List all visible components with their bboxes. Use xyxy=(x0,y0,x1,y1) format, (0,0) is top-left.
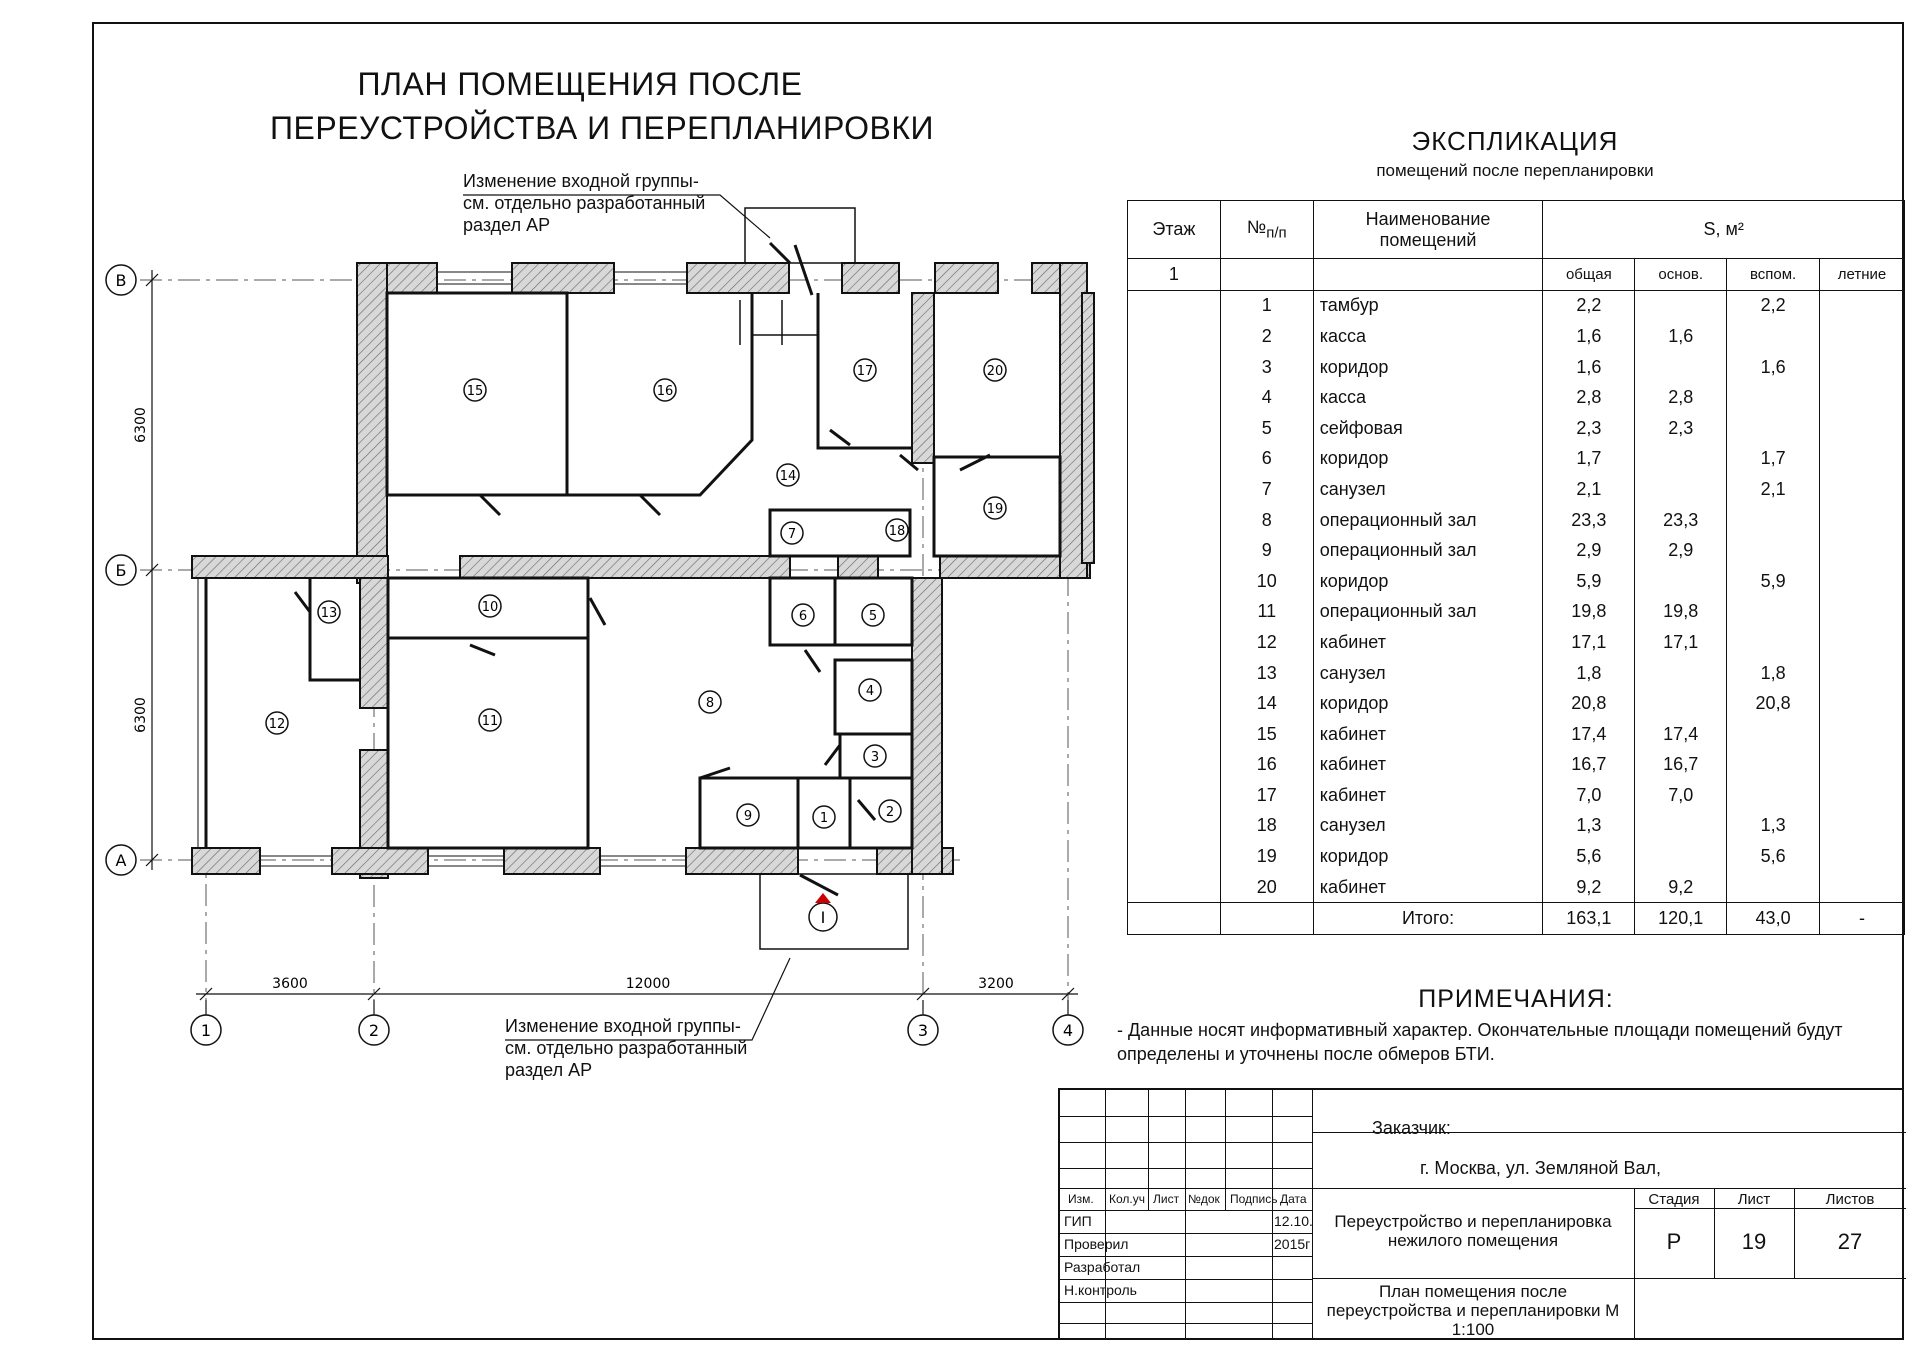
role-norm: Н.контроль xyxy=(1064,1282,1137,1298)
room-label-10 xyxy=(479,595,501,617)
room-label-16 xyxy=(654,379,676,401)
room-label-12 xyxy=(266,712,288,734)
cell-num: 18 xyxy=(1220,811,1313,842)
cell-aux xyxy=(1727,719,1820,750)
cell-num: 5 xyxy=(1220,413,1313,444)
cell-summer xyxy=(1820,780,1905,811)
cell-floor xyxy=(1128,780,1221,811)
col-doc: №док xyxy=(1188,1192,1220,1206)
cell-total: 1,3 xyxy=(1543,811,1635,842)
svg-text:19: 19 xyxy=(986,502,1004,517)
room-label-3 xyxy=(864,745,886,767)
cell-num: 16 xyxy=(1220,750,1313,781)
axis-bubble-b xyxy=(106,555,136,585)
explication-row xyxy=(1128,841,1905,872)
explication-row xyxy=(1128,597,1905,628)
explication-row xyxy=(1128,872,1905,903)
svg-text:6300: 6300 xyxy=(133,407,149,443)
cell-aux: 1,8 xyxy=(1727,658,1820,689)
explication-row xyxy=(1128,413,1905,444)
axis-lines xyxy=(140,270,1085,1000)
explication-row xyxy=(1128,474,1905,505)
svg-text:1: 1 xyxy=(819,811,829,826)
room-label-19 xyxy=(984,497,1006,519)
role-gip: ГИП xyxy=(1064,1213,1092,1229)
cell-summer xyxy=(1820,566,1905,597)
cell-main xyxy=(1635,841,1727,872)
cell-name: кабинет xyxy=(1313,627,1543,658)
notes-text: - Данные носят информативный характер. Окончательные площади помещений будут определены и уточнены после обмеров БТИ. xyxy=(1117,1020,1843,1064)
cell-aux: 1,3 xyxy=(1727,811,1820,842)
date-line2: 2015г xyxy=(1274,1236,1311,1252)
room-label-11 xyxy=(479,709,501,731)
cell-total: 2,3 xyxy=(1543,413,1635,444)
cell-main xyxy=(1635,811,1727,842)
section-mark xyxy=(809,893,837,931)
cell-num: 4 xyxy=(1220,382,1313,413)
cell-summer xyxy=(1820,841,1905,872)
cell-aux: 20,8 xyxy=(1727,688,1820,719)
cell-aux: 2,1 xyxy=(1727,474,1820,505)
role-checked: Проверил xyxy=(1064,1236,1129,1252)
cell-floor xyxy=(1128,597,1221,628)
cell-total: 23,3 xyxy=(1543,505,1635,536)
cell-name: коридор xyxy=(1313,841,1543,872)
svg-text:9: 9 xyxy=(743,809,753,824)
sheet-value: 19 xyxy=(1741,1229,1767,1254)
cell-summer xyxy=(1820,658,1905,689)
cell-name: касса xyxy=(1313,321,1543,352)
header-floor: Этаж xyxy=(1128,201,1221,259)
room-label-14 xyxy=(777,464,799,486)
room-label-5 xyxy=(862,604,884,626)
svg-text:2: 2 xyxy=(885,805,895,820)
cell-aux xyxy=(1727,597,1820,628)
callout-top-line2: см. отдельно разработанный xyxy=(463,193,706,213)
col-izm: Изм. xyxy=(1068,1192,1094,1206)
cell-name: коридор xyxy=(1313,352,1543,383)
cell-aux: 2,2 xyxy=(1727,290,1820,321)
cell-aux xyxy=(1727,627,1820,658)
cell-num: 7 xyxy=(1220,474,1313,505)
cell-name: санузел xyxy=(1313,811,1543,842)
callout-top-line3: раздел АР xyxy=(463,215,551,235)
cell-summer xyxy=(1820,535,1905,566)
cell-name: санузел xyxy=(1313,474,1543,505)
sheet-label: Лист xyxy=(1737,1191,1771,1208)
room-label-9 xyxy=(737,804,759,826)
svg-text:20: 20 xyxy=(986,364,1004,379)
cell-name: операционный зал xyxy=(1313,597,1543,628)
cell-name: кабинет xyxy=(1313,719,1543,750)
header-area: S, м² xyxy=(1543,201,1905,259)
cell-aux: 5,6 xyxy=(1727,841,1820,872)
cell-floor xyxy=(1128,841,1221,872)
cell-floor xyxy=(1128,811,1221,842)
cell-summer xyxy=(1820,688,1905,719)
plan-title-line1: ПЛАН ПОМЕЩЕНИЯ ПОСЛЕ xyxy=(357,66,803,102)
svg-text:13: 13 xyxy=(320,606,338,621)
room-label-7 xyxy=(781,522,803,544)
header-num xyxy=(1220,201,1313,259)
cell-main: 2,3 xyxy=(1635,413,1727,444)
cell-name: операционный зал xyxy=(1313,505,1543,536)
cell-main xyxy=(1635,658,1727,689)
cell-name: коридор xyxy=(1313,566,1543,597)
room-label-8 xyxy=(699,691,721,713)
cell-aux xyxy=(1727,872,1820,903)
svg-text:3200: 3200 xyxy=(978,976,1014,992)
blank-cell xyxy=(1128,903,1221,935)
cell-main xyxy=(1635,566,1727,597)
cell-num: 2 xyxy=(1220,321,1313,352)
cell-total: 2,2 xyxy=(1543,290,1635,321)
callout-leaders xyxy=(463,195,790,1040)
room-label-1 xyxy=(813,806,835,828)
cell-summer xyxy=(1820,352,1905,383)
room-label-15 xyxy=(464,379,486,401)
cell-floor xyxy=(1128,535,1221,566)
explication-row xyxy=(1128,566,1905,597)
cell-aux xyxy=(1727,780,1820,811)
callout-bottom xyxy=(505,1015,747,1081)
sheets-value: 27 xyxy=(1837,1229,1863,1254)
cell-num: 17 xyxy=(1220,780,1313,811)
cell-total: 19,8 xyxy=(1543,597,1635,628)
cell-aux xyxy=(1727,321,1820,352)
totals-summer: - xyxy=(1820,903,1905,935)
cell-summer xyxy=(1820,290,1905,321)
walls xyxy=(192,263,1094,878)
cell-main xyxy=(1635,688,1727,719)
callout-bottom-line3: раздел АР xyxy=(505,1060,593,1080)
cell-aux xyxy=(1727,382,1820,413)
svg-text:3: 3 xyxy=(870,750,880,765)
cell-summer xyxy=(1820,474,1905,505)
blank-cell xyxy=(1313,259,1543,291)
explication-row xyxy=(1128,382,1905,413)
totals-main: 120,1 xyxy=(1635,903,1727,935)
cell-floor xyxy=(1128,566,1221,597)
col-kol: Кол.уч xyxy=(1109,1192,1145,1206)
cell-num: 8 xyxy=(1220,505,1313,536)
cell-total: 17,1 xyxy=(1543,627,1635,658)
axis-bubble-2 xyxy=(359,1015,389,1045)
cell-total: 1,7 xyxy=(1543,444,1635,475)
cell-total: 2,9 xyxy=(1543,535,1635,566)
svg-text:4: 4 xyxy=(865,684,875,699)
cell-total: 1,8 xyxy=(1543,658,1635,689)
svg-text:3600: 3600 xyxy=(272,976,308,992)
notes-title: ПРИМЕЧАНИЯ: xyxy=(1418,985,1614,1013)
cell-main xyxy=(1635,444,1727,475)
cell-summer xyxy=(1820,719,1905,750)
cell-num: 1 xyxy=(1220,290,1313,321)
cell-name: санузел xyxy=(1313,658,1543,689)
cell-floor xyxy=(1128,750,1221,781)
explication-row xyxy=(1128,688,1905,719)
cell-aux: 1,7 xyxy=(1727,444,1820,475)
axis-bubble-a xyxy=(106,845,136,875)
cell-main: 19,8 xyxy=(1635,597,1727,628)
cell-name: коридор xyxy=(1313,444,1543,475)
cell-floor xyxy=(1128,413,1221,444)
callout-bottom-line2: см. отдельно разработанный xyxy=(505,1038,748,1058)
cell-aux: 5,9 xyxy=(1727,566,1820,597)
cell-num: 3 xyxy=(1220,352,1313,383)
svg-text:6300: 6300 xyxy=(133,697,149,733)
cell-aux xyxy=(1727,413,1820,444)
svg-text:3: 3 xyxy=(917,1021,929,1040)
cell-total: 5,9 xyxy=(1543,566,1635,597)
cell-main xyxy=(1635,290,1727,321)
explication-subtitle: помещений после перепланировки xyxy=(1376,161,1654,180)
cell-floor xyxy=(1128,627,1221,658)
svg-text:8: 8 xyxy=(705,696,715,711)
room-label-13 xyxy=(318,601,340,623)
cell-aux: 1,6 xyxy=(1727,352,1820,383)
explication-row xyxy=(1128,658,1905,689)
col-date: Дата xyxy=(1280,1192,1307,1206)
svg-text:6: 6 xyxy=(798,609,808,624)
axis-number-leaders xyxy=(206,1000,1068,1015)
cell-num: 6 xyxy=(1220,444,1313,475)
cell-floor xyxy=(1128,321,1221,352)
svg-text:16: 16 xyxy=(656,384,674,399)
svg-text:2: 2 xyxy=(368,1021,380,1040)
explication-row xyxy=(1128,719,1905,750)
explication-table xyxy=(1127,200,1905,935)
cell-name: кабинет xyxy=(1313,750,1543,781)
header-num-main: № xyxy=(1246,217,1267,238)
svg-text:14: 14 xyxy=(779,469,797,484)
svg-text:I: I xyxy=(820,908,826,927)
cell-floor xyxy=(1128,382,1221,413)
callout-top xyxy=(463,170,705,236)
cell-aux xyxy=(1727,535,1820,566)
cell-floor xyxy=(1128,658,1221,689)
axis-bubble-4 xyxy=(1053,1015,1083,1045)
totals-aux: 43,0 xyxy=(1727,903,1820,935)
customer-label: Заказчик: xyxy=(1372,1118,1451,1138)
cell-main: 2,8 xyxy=(1635,382,1727,413)
cell-floor xyxy=(1128,290,1221,321)
cell-num: 14 xyxy=(1220,688,1313,719)
cell-name: операционный зал xyxy=(1313,535,1543,566)
svg-text:12: 12 xyxy=(268,717,286,732)
header-name: Наименование помещений xyxy=(1313,201,1543,259)
cell-floor xyxy=(1128,474,1221,505)
cell-main: 17,4 xyxy=(1635,719,1727,750)
cell-num: 20 xyxy=(1220,872,1313,903)
cell-main: 9,2 xyxy=(1635,872,1727,903)
svg-text:17: 17 xyxy=(856,364,874,379)
explication-title-block xyxy=(1125,126,1905,181)
cell-summer xyxy=(1820,872,1905,903)
blank-cell xyxy=(1220,259,1313,291)
cell-summer xyxy=(1820,444,1905,475)
date-line1: 12.10. xyxy=(1274,1213,1313,1229)
axis-bubble-1 xyxy=(191,1015,221,1045)
cell-total: 1,6 xyxy=(1543,321,1635,352)
cell-main: 23,3 xyxy=(1635,505,1727,536)
cell-aux xyxy=(1727,505,1820,536)
cell-summer xyxy=(1820,413,1905,444)
svg-text:15: 15 xyxy=(466,384,484,399)
room-label-2 xyxy=(879,800,901,822)
floor-value: 1 xyxy=(1128,259,1221,291)
cell-total: 9,2 xyxy=(1543,872,1635,903)
cell-summer xyxy=(1820,597,1905,628)
axis-bubble-v xyxy=(106,265,136,295)
explication-row xyxy=(1128,780,1905,811)
col-sign: Подпись xyxy=(1230,1192,1278,1206)
cell-main: 16,7 xyxy=(1635,750,1727,781)
svg-text:1: 1 xyxy=(200,1021,212,1040)
explication-row xyxy=(1128,290,1905,321)
totals-label: Итого: xyxy=(1313,903,1543,935)
cell-total: 20,8 xyxy=(1543,688,1635,719)
room-label-18 xyxy=(886,519,908,541)
header-aux: вспом. xyxy=(1727,259,1820,291)
cell-total: 16,7 xyxy=(1543,750,1635,781)
cell-aux xyxy=(1727,750,1820,781)
cell-summer xyxy=(1820,382,1905,413)
cell-main: 17,1 xyxy=(1635,627,1727,658)
callout-top-line1: Изменение входной группы- xyxy=(463,171,699,191)
svg-text:12000: 12000 xyxy=(625,976,671,992)
svg-text:4: 4 xyxy=(1062,1021,1074,1040)
callout-bottom-line1: Изменение входной группы- xyxy=(505,1016,741,1036)
cell-summer xyxy=(1820,321,1905,352)
header-total: общая xyxy=(1543,259,1635,291)
project-name: Переустройство и перепланировка нежилого помещения xyxy=(1334,1212,1612,1250)
customer-address: г. Москва, ул. Земляной Вал, xyxy=(1420,1158,1661,1178)
cell-num: 10 xyxy=(1220,566,1313,597)
cell-floor xyxy=(1128,444,1221,475)
svg-text:А: А xyxy=(115,851,127,870)
horizontal-dimension-labels xyxy=(272,976,1014,992)
cell-main: 2,9 xyxy=(1635,535,1727,566)
cell-name: кабинет xyxy=(1313,780,1543,811)
cell-num: 12 xyxy=(1220,627,1313,658)
cell-floor xyxy=(1128,352,1221,383)
room-label-4 xyxy=(859,679,881,701)
svg-text:10: 10 xyxy=(481,600,499,615)
cell-total: 1,6 xyxy=(1543,352,1635,383)
svg-text:Б: Б xyxy=(115,561,127,580)
cell-num: 13 xyxy=(1220,658,1313,689)
header-summer: летние xyxy=(1820,259,1905,291)
cell-name: коридор xyxy=(1313,688,1543,719)
cell-num: 11 xyxy=(1220,597,1313,628)
cell-name: кабинет xyxy=(1313,872,1543,903)
explication-row xyxy=(1128,750,1905,781)
explication-row xyxy=(1128,321,1905,352)
svg-text:В: В xyxy=(115,271,127,290)
explication-row xyxy=(1128,811,1905,842)
cell-num: 9 xyxy=(1220,535,1313,566)
cell-floor xyxy=(1128,719,1221,750)
explication-row xyxy=(1128,352,1905,383)
explication-row xyxy=(1128,444,1905,475)
col-list: Лист xyxy=(1153,1192,1180,1206)
cell-name: касса xyxy=(1313,382,1543,413)
cell-summer xyxy=(1820,750,1905,781)
cell-main: 7,0 xyxy=(1635,780,1727,811)
room-label-17 xyxy=(854,359,876,381)
cell-name: сейфовая xyxy=(1313,413,1543,444)
explication-rows xyxy=(1128,290,1905,903)
header-num-sub: п/п xyxy=(1266,224,1287,242)
title-block xyxy=(1058,1088,1904,1340)
svg-text:7: 7 xyxy=(787,527,797,542)
explication-title: ЭКСПЛИКАЦИЯ xyxy=(1411,126,1619,156)
role-developed: Разработал xyxy=(1064,1259,1141,1275)
header-main: основ. xyxy=(1635,259,1727,291)
cell-floor xyxy=(1128,505,1221,536)
cell-main xyxy=(1635,352,1727,383)
sheets-label: Листов xyxy=(1825,1191,1875,1208)
room-label-20 xyxy=(984,359,1006,381)
cell-total: 5,6 xyxy=(1543,841,1635,872)
room-label-6 xyxy=(792,604,814,626)
sheet-title: План помещения после переустройства и перепланировки М 1:100 xyxy=(1326,1282,1620,1339)
cell-total: 7,0 xyxy=(1543,780,1635,811)
cell-summer xyxy=(1820,627,1905,658)
blank-cell xyxy=(1220,903,1313,935)
cell-num: 15 xyxy=(1220,719,1313,750)
totals-total: 163,1 xyxy=(1543,903,1635,935)
explication-row xyxy=(1128,535,1905,566)
cell-main: 1,6 xyxy=(1635,321,1727,352)
cell-total: 17,4 xyxy=(1543,719,1635,750)
cell-summer xyxy=(1820,811,1905,842)
svg-text:11: 11 xyxy=(481,714,499,729)
stage-value: Р xyxy=(1666,1229,1682,1254)
explication-row xyxy=(1128,627,1905,658)
plan-title-line2: ПЕРЕУСТРОЙСТВА И ПЕРЕПЛАНИРОВКИ xyxy=(270,110,934,146)
cell-floor xyxy=(1128,688,1221,719)
cell-name: тамбур xyxy=(1313,290,1543,321)
axis-letter-bubbles xyxy=(106,265,136,875)
cell-floor xyxy=(1128,872,1221,903)
explication-row xyxy=(1128,505,1905,536)
cell-total: 2,8 xyxy=(1543,382,1635,413)
svg-text:18: 18 xyxy=(888,524,906,539)
cell-num: 19 xyxy=(1220,841,1313,872)
cell-total: 2,1 xyxy=(1543,474,1635,505)
cell-main xyxy=(1635,474,1727,505)
axis-bubble-3 xyxy=(908,1015,938,1045)
stage-label: Стадия xyxy=(1648,1191,1700,1208)
svg-text:5: 5 xyxy=(868,609,878,624)
cell-summer xyxy=(1820,505,1905,536)
